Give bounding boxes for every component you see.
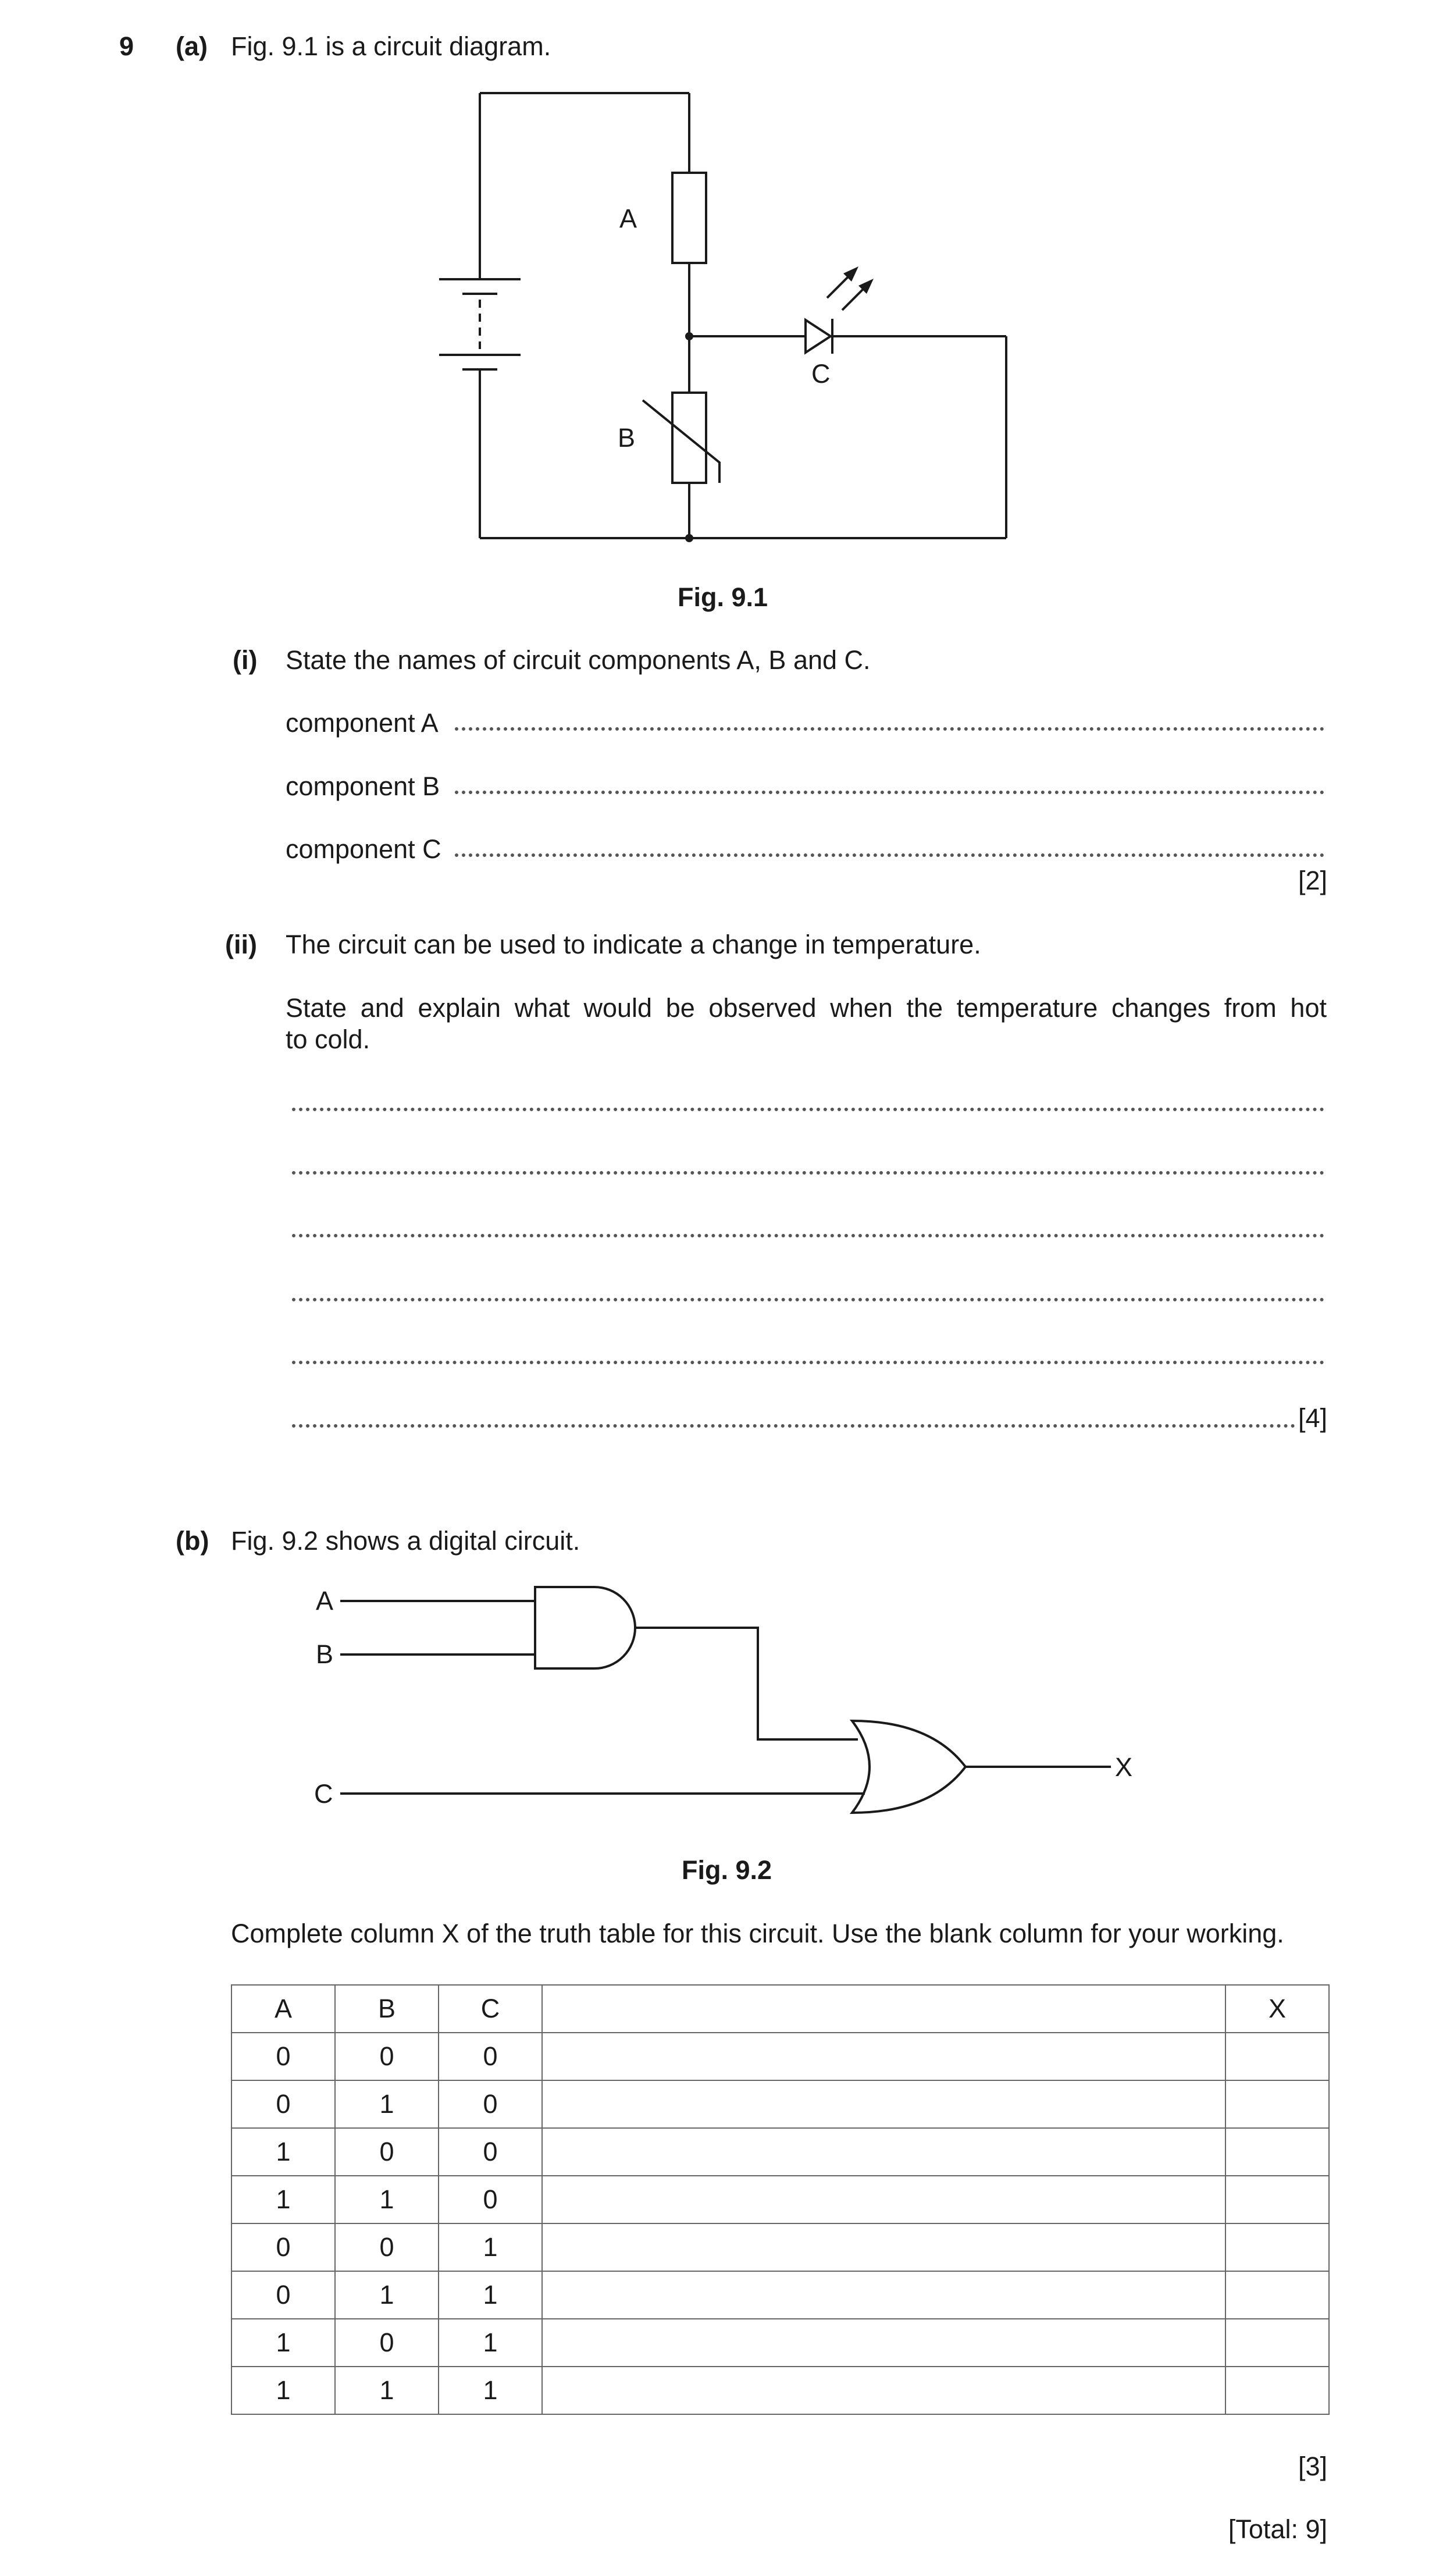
cell-working[interactable]	[542, 2319, 1225, 2367]
cell-a: 0	[231, 2223, 335, 2271]
table-row	[231, 2176, 1329, 2223]
cell-working[interactable]	[542, 2176, 1225, 2223]
cell-working[interactable]	[542, 2223, 1225, 2271]
cell-a: 1	[231, 2319, 335, 2367]
input-c-label: C	[314, 1779, 333, 1809]
cell-b: 0	[335, 2033, 439, 2080]
cell-a: 0	[231, 2080, 335, 2128]
figure-9-2-caption: Fig. 9.2	[682, 1855, 772, 1885]
table-row	[231, 2223, 1329, 2271]
header-b: B	[335, 1985, 439, 2033]
part-b-intro: Fig. 9.2 shows a digital circuit.	[231, 1526, 580, 1556]
truth-table	[231, 1984, 1330, 2415]
or-gate	[852, 1721, 965, 1813]
figure-9-1-caption: Fig. 9.1	[678, 582, 768, 612]
cell-b: 1	[335, 2080, 439, 2128]
component-a-label: component A	[286, 708, 439, 738]
cell-a: 0	[231, 2033, 335, 2080]
table-row	[231, 2271, 1329, 2319]
cell-b: 0	[335, 2128, 439, 2176]
cell-working[interactable]	[542, 2033, 1225, 2080]
sub-i-marks: [2]	[1298, 866, 1327, 895]
cell-b: 0	[335, 2223, 439, 2271]
table-row	[231, 2080, 1329, 2128]
input-a-label: A	[316, 1586, 334, 1616]
table-row	[231, 2033, 1329, 2080]
cell-x[interactable]	[1225, 2367, 1329, 2414]
cell-a: 0	[231, 2271, 335, 2319]
label-c: C	[811, 359, 831, 389]
sub-ii-text-2-line-2: to cold.	[286, 1024, 370, 1054]
table-row	[231, 2367, 1329, 2414]
cell-x[interactable]	[1225, 2176, 1329, 2223]
cell-c: 1	[439, 2223, 542, 2271]
part-a-label: (a)	[176, 31, 208, 61]
cell-b: 0	[335, 2319, 439, 2367]
cell-working[interactable]	[542, 2271, 1225, 2319]
component-b-label: component B	[286, 771, 440, 801]
sub-ii-text-1: The circuit can be used to indicate a change in temperature.	[286, 930, 981, 959]
cell-x[interactable]	[1225, 2271, 1329, 2319]
sub-ii-label: (ii)	[225, 930, 257, 959]
cell-b: 1	[335, 2367, 439, 2414]
table-row	[231, 2128, 1329, 2176]
table-header-row	[231, 1985, 1329, 2033]
cell-c: 1	[439, 2367, 542, 2414]
cell-b: 1	[335, 2271, 439, 2319]
question-number: 9	[119, 31, 134, 61]
cell-b: 1	[335, 2176, 439, 2223]
component-c-label: component C	[286, 834, 441, 864]
table-row	[231, 2319, 1329, 2367]
truth-table-instruction: Complete column X of the truth table for this circuit. Use the blank column for your working.	[231, 1919, 1284, 1948]
header-x: X	[1225, 1985, 1329, 2033]
cell-c: 0	[439, 2080, 542, 2128]
output-x-label: X	[1115, 1752, 1133, 1782]
header-working	[542, 1985, 1225, 2033]
cell-c: 0	[439, 2128, 542, 2176]
cell-working[interactable]	[542, 2367, 1225, 2414]
and-gate	[535, 1587, 635, 1668]
cell-c: 1	[439, 2319, 542, 2367]
part-b-marks: [3]	[1298, 2452, 1327, 2481]
sub-i-label: (i)	[233, 645, 258, 675]
part-a-intro: Fig. 9.1 is a circuit diagram.	[231, 31, 551, 61]
cell-c: 1	[439, 2271, 542, 2319]
cell-x[interactable]	[1225, 2128, 1329, 2176]
header-c: C	[439, 1985, 542, 2033]
label-a: A	[619, 204, 637, 233]
cell-x[interactable]	[1225, 2223, 1329, 2271]
cell-working[interactable]	[542, 2128, 1225, 2176]
cell-x[interactable]	[1225, 2033, 1329, 2080]
cell-a: 1	[231, 2176, 335, 2223]
cell-c: 0	[439, 2033, 542, 2080]
sub-ii-text-2-line-1: State and explain what would be observed when the temperature changes from hot	[286, 993, 1327, 1023]
sub-i-text: State the names of circuit components A, B and C.	[286, 645, 871, 675]
total-marks: [Total: 9]	[1228, 2514, 1327, 2544]
label-b: B	[618, 423, 636, 453]
cell-a: 1	[231, 2128, 335, 2176]
cell-x[interactable]	[1225, 2319, 1329, 2367]
cell-a: 1	[231, 2367, 335, 2414]
input-b-label: B	[316, 1639, 334, 1669]
header-a: A	[231, 1985, 335, 2033]
cell-c: 0	[439, 2176, 542, 2223]
cell-x[interactable]	[1225, 2080, 1329, 2128]
cell-working[interactable]	[542, 2080, 1225, 2128]
part-b-label: (b)	[176, 1526, 209, 1556]
sub-ii-marks: [4]	[1298, 1403, 1327, 1433]
